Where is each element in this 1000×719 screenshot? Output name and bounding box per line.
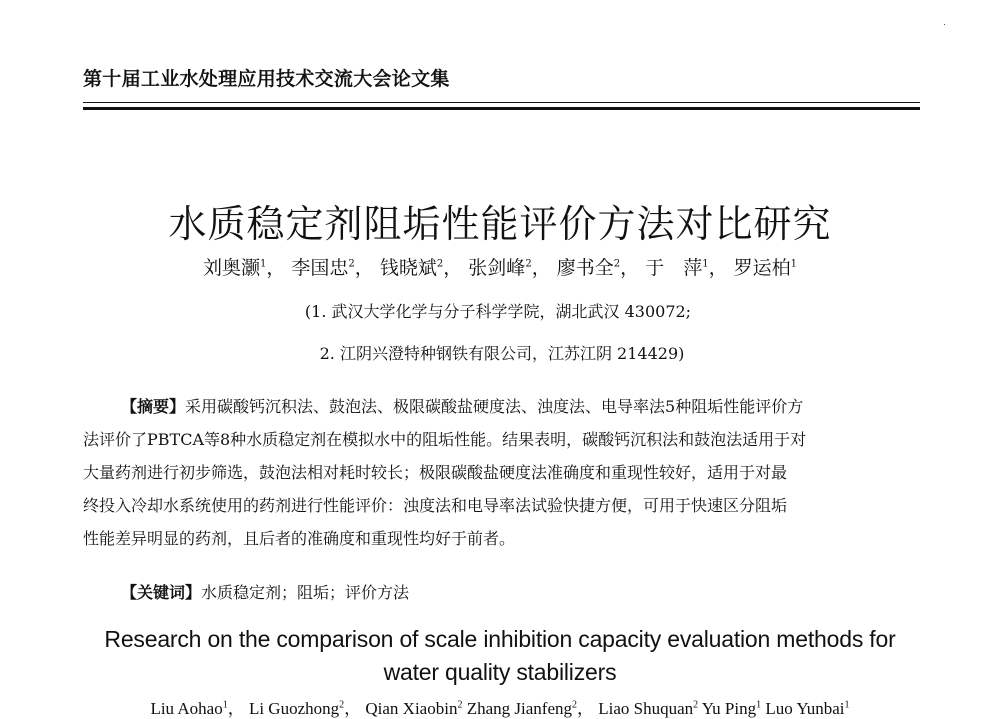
author-cn: 于 萍$^1$，	[645, 257, 728, 279]
abstract-line: 大量药剂进行初步筛选，鼓泡法相对耗时较长；极限碳酸盐硬度法准确度和重现性较好，适用于对最	[83, 463, 788, 482]
header-rule-thick	[83, 107, 920, 110]
author-en: Qian Xiaobin$^2$	[365, 699, 463, 718]
author-cn: 罗运柏$^1$	[733, 257, 798, 279]
scan-artifact-dot	[944, 24, 945, 25]
abstract-line: 【摘要】采用碳酸钙沉积法、鼓泡法、极限碳酸盐硬度法、浊度法、电导率法5种阻垢性能评价方	[121, 397, 804, 416]
authors-cn	[0, 253, 1000, 280]
header-rule-thin	[83, 102, 920, 103]
affiliation-1: (1. 武汉大学化学与分子科学学院，湖北武汉 430072;	[304, 302, 692, 321]
keywords-label: 【关键词】	[121, 583, 202, 602]
abstract-line: 终投入冷却水系统使用的药剂进行性能评价：浊度法和电导率法试验快捷方便，可用于快速区分阻垢	[83, 496, 788, 515]
paper-title-en-line1: Research on the comparison of scale inhibition capacity evaluation methods for	[104, 626, 896, 652]
paper-title-en-line2: water quality stabilizers	[383, 659, 617, 685]
author-en: Zhang Jianfeng$^2$，	[466, 699, 594, 718]
abstract-line: 法评价了PBTCA等8种水质稳定剂在模拟水中的阻垢性能。结果表明，碳酸钙沉积法和鼓泡法适用于对	[83, 430, 807, 449]
abstract-line: 性能差异明显的药剂，且后者的准确度和重现性均好于前者。	[83, 529, 516, 548]
author-cn: 钱晓斌$^2$，	[379, 257, 463, 279]
authors-en	[0, 694, 1000, 719]
author-en: Li Guozhong$^2$，	[248, 699, 362, 718]
author-cn: 李国忠$^2$，	[291, 257, 374, 279]
author-en: Yu Ping$^1$	[701, 699, 762, 718]
author-cn: 刘奥灏$^1$，	[202, 257, 286, 279]
author-en: Liu Aohao$^1$，	[150, 699, 245, 718]
author-cn: 廖书全$^2$，	[556, 257, 640, 279]
running-header: 第十届工业水处理应用技术交流大会论文集	[83, 68, 450, 90]
author-cn: 张剑峰$^2$，	[468, 257, 551, 279]
affiliation-2: 2. 江阴兴澄特种钢铁有限公司，江苏江阴 214429)	[319, 344, 685, 363]
keywords-text: 水质稳定剂；阻垢；评价方法	[201, 583, 410, 602]
keywords	[121, 580, 409, 603]
abstract	[83, 390, 923, 555]
author-en: Liao Shuquan$^2$	[598, 699, 699, 718]
abstract-label: 【摘要】	[121, 397, 186, 416]
paper-title-cn: 水质稳定剂阻垢性能评价方法对比研究	[168, 202, 832, 246]
author-en: Luo Yunbai$^1$	[765, 699, 850, 718]
